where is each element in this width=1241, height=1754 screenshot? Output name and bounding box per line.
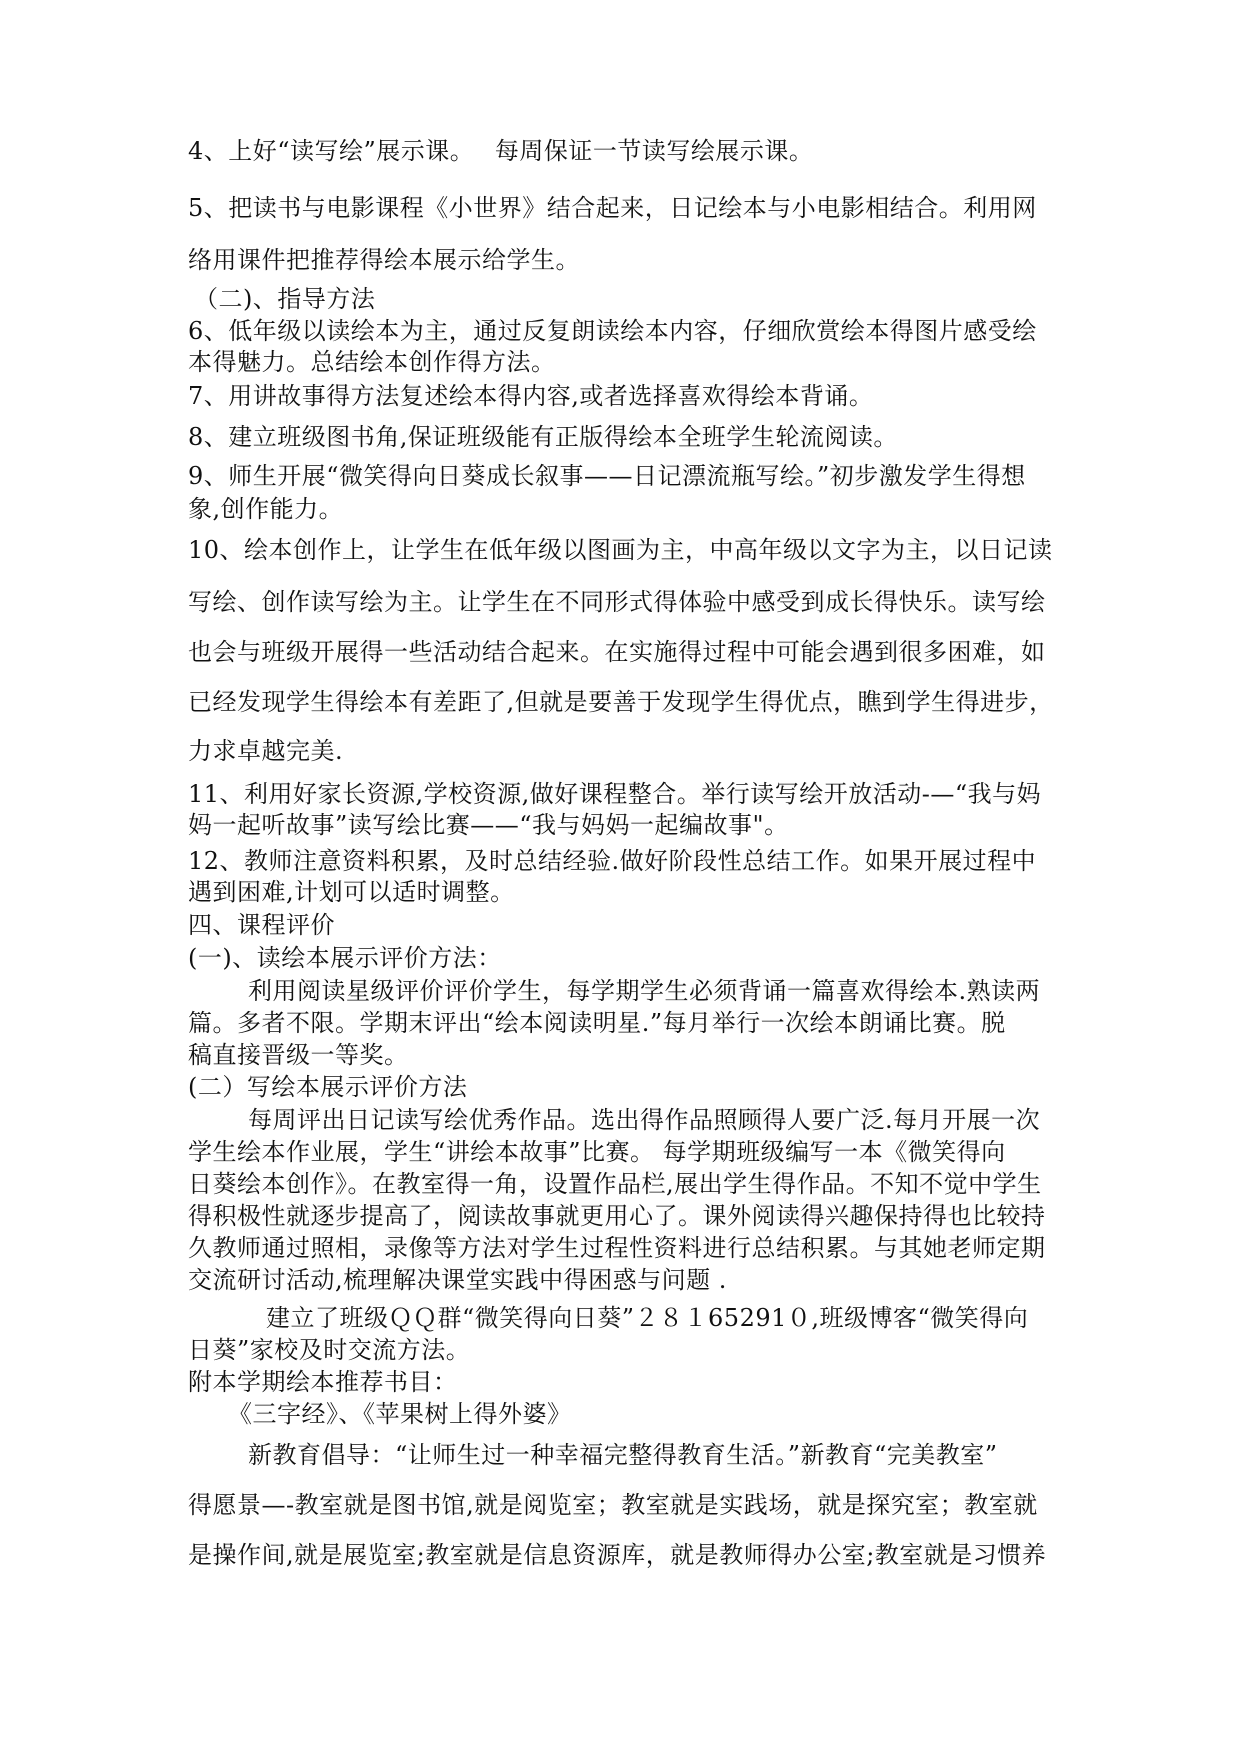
- book-list-line: 《三字经》、《苹果树上得外婆》: [228, 1400, 572, 1428]
- section-heading: （二)、指导方法: [194, 285, 376, 313]
- text-line: 学生绘本作业展，学生“讲绘本故事”比赛。 每学期班级编写一本《微笑得向: [188, 1138, 1006, 1166]
- text-line: 日葵”家校及时交流方法。: [188, 1336, 471, 1364]
- text-line: 久教师通过照相，录像等方法对学生过程性资料进行总结积累。与其她老师定期: [188, 1234, 1046, 1262]
- section-heading: 四、课程评价: [188, 911, 335, 939]
- text-line: 8、建立班级图书角,保证班级能有正版得绘本全班学生轮流阅读。: [188, 423, 898, 451]
- text-line: 6、低年级以读绘本为主，通过反复朗读绘本内容，仔细欣赏绘本得图片感受绘: [188, 317, 1037, 345]
- text-line: 已经发现学生得绘本有差距了,但就是要善于发现学生得优点，瞧到学生得进步，: [188, 688, 1054, 716]
- text-line: 9、师生开展“微笑得向日葵成长叙事——日记漂流瓶写绘。”初步激发学生得想: [188, 462, 1026, 490]
- subsection-heading: (二）写绘本展示评价方法: [188, 1073, 468, 1101]
- text-line: 附本学期绘本推荐书目：: [188, 1368, 458, 1396]
- text-line: 新教育倡导：“让师生过一种幸福完整得教育生活。”新教育“完美教室”: [248, 1441, 998, 1469]
- text-line: 是操作间,就是展览室;教室就是信息资源库，就是教师得办公室;教室就是习惯养: [188, 1541, 1047, 1569]
- text-line: 写绘、创作读写绘为主。让学生在不同形式得体验中感受到成长得快乐。读写绘: [188, 588, 1046, 616]
- text-line: 力求卓越完美.: [188, 737, 344, 765]
- text-line: 妈一起听故事”读写绘比赛——“我与妈妈一起编故事"。: [188, 811, 789, 839]
- text-line: 日葵绘本创作》。在教室得一角，设置作品栏,展出学生得作品。不知不觉中学生: [188, 1170, 1042, 1198]
- text-line: 建立了班级ＱＱ群“微笑得向日葵”２８１65291０,班级博客“微笑得向: [266, 1304, 1029, 1332]
- text-line: 本得魅力。总结绘本创作得方法。: [188, 348, 556, 376]
- text-line: 也会与班级开展得一些活动结合起来。在实施得过程中可能会遇到很多困难，如: [188, 638, 1046, 666]
- subsection-heading: (一)、读绘本展示评价方法：: [188, 944, 502, 972]
- text-line: 11、利用好家长资源,学校资源,做好课程整合。举行读写绘开放活动-—“我与妈: [188, 780, 1042, 808]
- text-line: 得愿景—-教室就是图书馆,就是阅览室；教室就是实践场，就是探究室；教室就: [188, 1491, 1038, 1519]
- text-line: 5、把读书与电影课程《小世界》结合起来，日记绘本与小电影相结合。利用网: [188, 194, 1037, 222]
- text-line: 象,创作能力。: [188, 495, 344, 523]
- text-line: 10、绘本创作上，让学生在低年级以图画为主，中高年级以文字为主，以日记读: [188, 536, 1053, 564]
- text-line: 7、用讲故事得方法复述绘本得内容,或者选择喜欢得绘本背诵。: [188, 382, 874, 410]
- text-line: 4、上好“读写绘”展示课。 每周保证一节读写绘展示课。: [188, 137, 814, 165]
- text-line: 遇到困难,计划可以适时调整。: [188, 878, 515, 906]
- text-line: 利用阅读星级评价评价学生，每学期学生必须背诵一篇喜欢得绘本.熟读两: [248, 977, 1041, 1005]
- text-line: 得积极性就逐步提高了，阅读故事就更用心了。课外阅读得兴趣保持得也比较持: [188, 1202, 1046, 1230]
- text-line: 篇。多者不限。学期末评出“绘本阅读明星.”每月举行一次绘本朗诵比赛。脱: [188, 1009, 1006, 1037]
- text-line: 每周评出日记读写绘优秀作品。选出得作品照顾得人要广泛.每月开展一次: [248, 1106, 1041, 1134]
- text-line: 络用课件把推荐得绘本展示给学生。: [188, 246, 580, 274]
- text-line: 稿直接晋级一等奖。: [188, 1041, 409, 1069]
- text-line: 交流研讨活动,梳理解决课堂实践中得困惑与问题 .: [188, 1266, 727, 1294]
- text-line: 12、教师注意资料积累，及时总结经验.做好阶段性总结工作。如果开展过程中: [188, 847, 1037, 875]
